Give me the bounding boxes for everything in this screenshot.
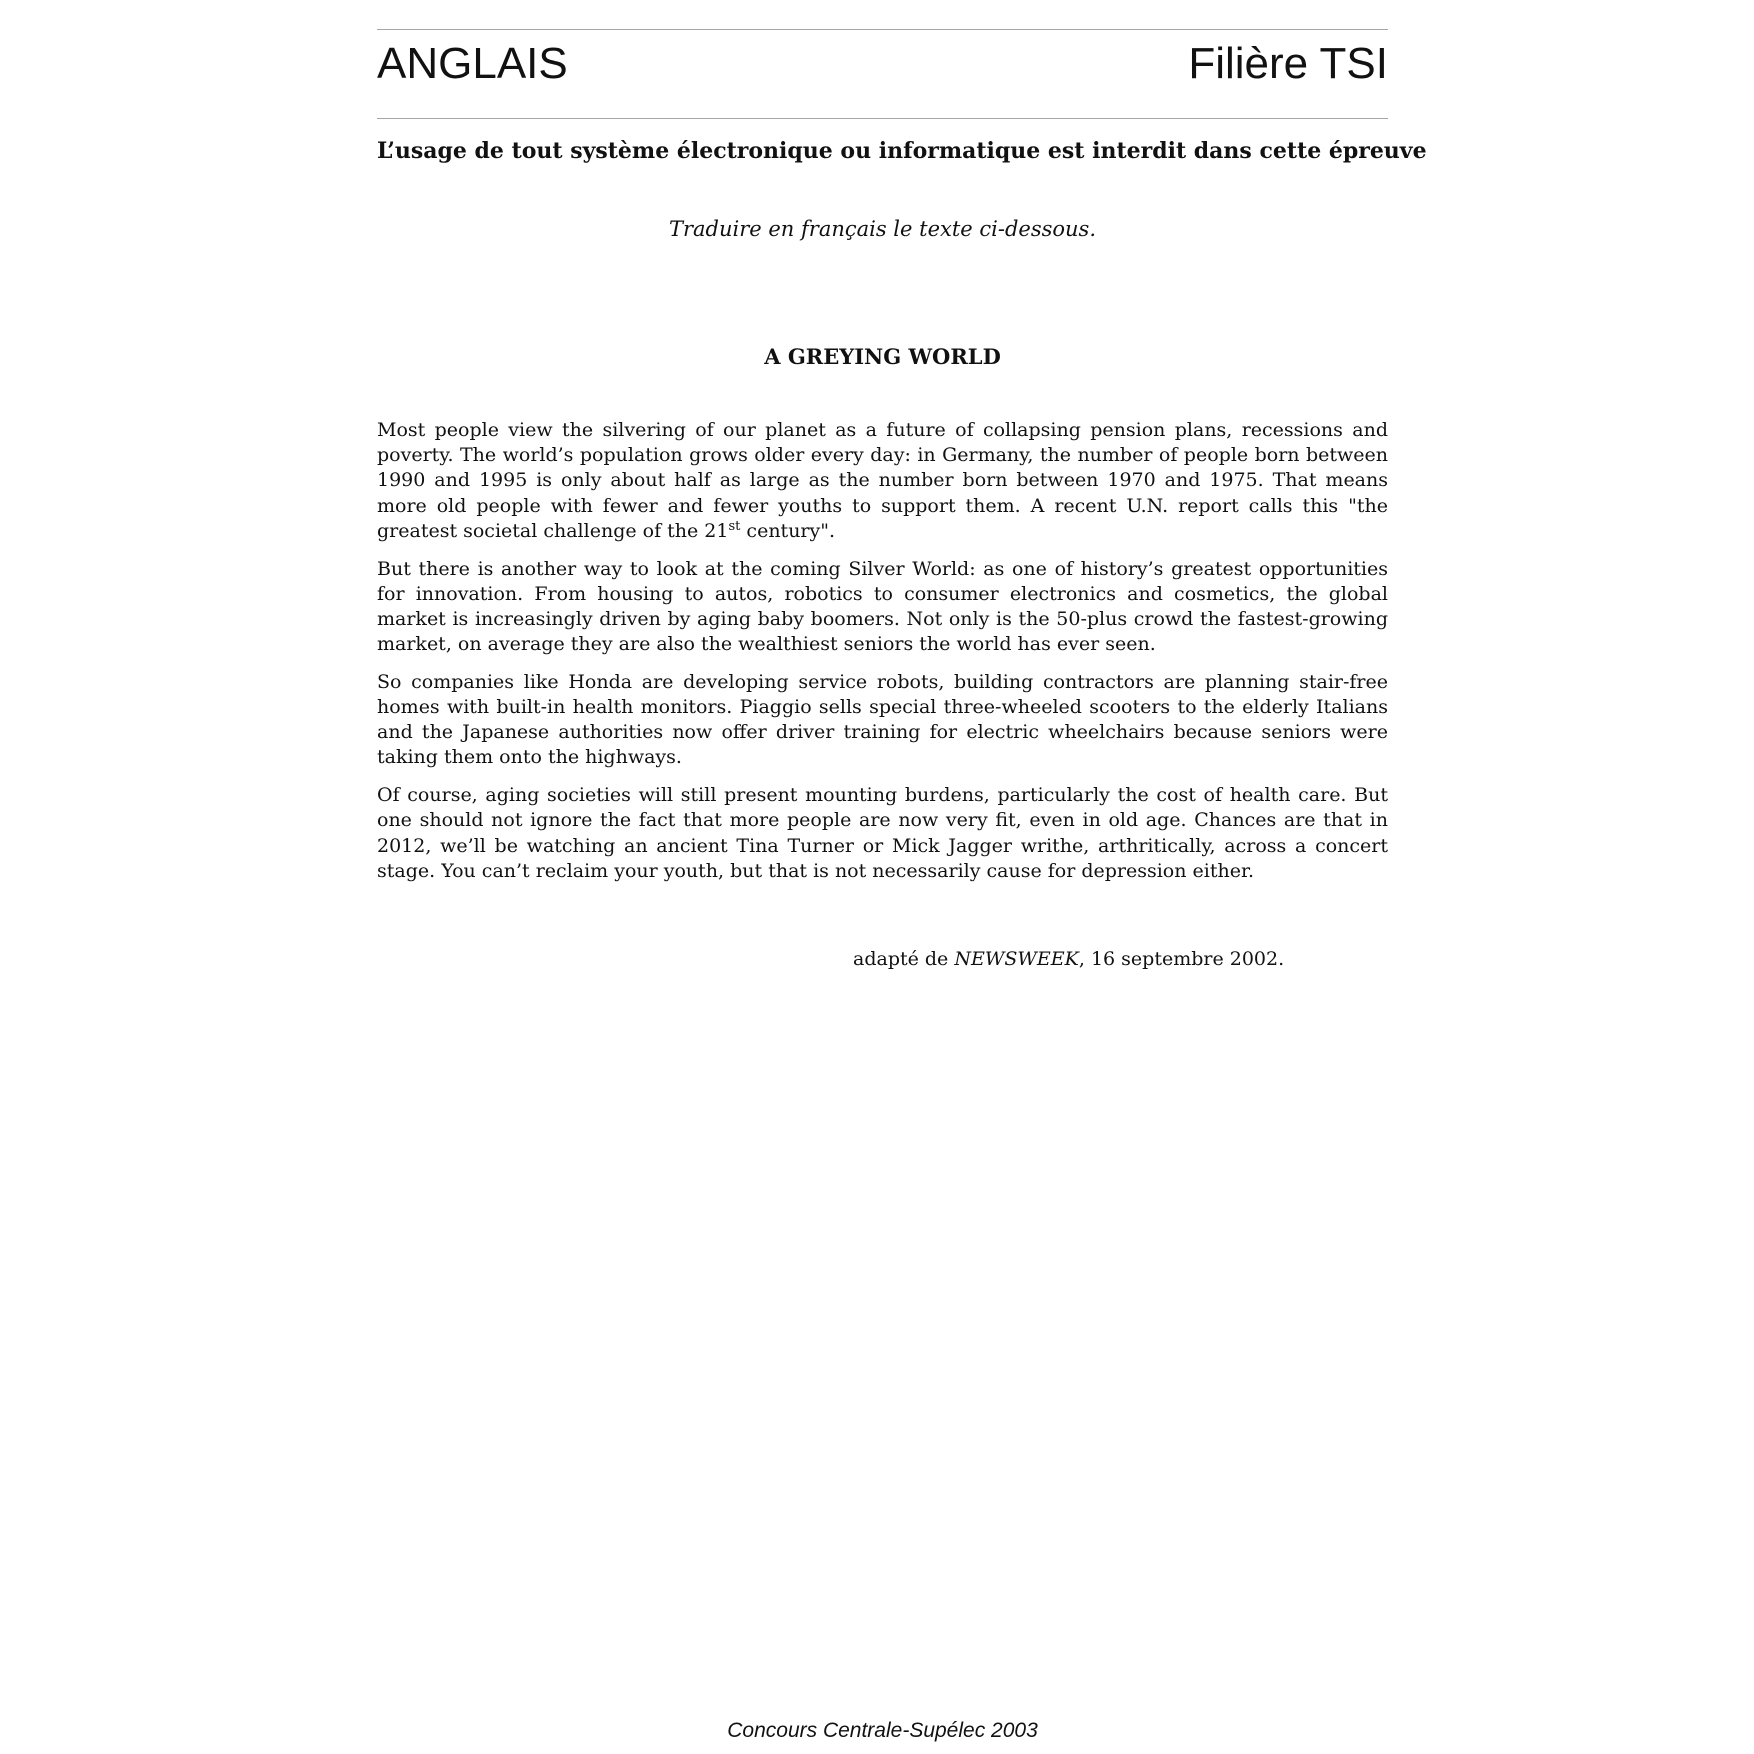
ordinal-superscript: st [728, 518, 741, 534]
source-publication: NEWSWEEK [954, 948, 1079, 970]
track-heading: Filière TSI [1188, 39, 1388, 88]
source-date: , 16 septembre 2002. [1078, 948, 1285, 970]
source-citation [853, 946, 1284, 972]
exam-notice: L’usage de tout système électronique ou informatique est interdit dans cette épreuve [377, 138, 1427, 164]
page-footer: Concours Centrale-Supélec 2003 [727, 1719, 1038, 1742]
header-top-rule [377, 29, 1388, 30]
paragraph-2: But there is another way to look at the coming Silver World: as one of history’s greatest opportunities for innovation. From housing to autos, robotics to consumer electronics and cosmetics, the global market is increasingly driven by aging baby boomers. Not only is the 50-plus crowd the fastest-growing market, on average they are also the wealthiest seniors the world has ever seen. [377, 557, 1388, 656]
source-prefix: adapté de [853, 948, 955, 970]
header-bottom-rule [377, 118, 1388, 119]
paragraph-1-end: century". [740, 519, 836, 542]
paragraph-1 [377, 418, 1388, 544]
subject-heading: ANGLAIS [377, 39, 568, 88]
article-body [377, 418, 1388, 896]
paragraph-4: Of course, aging societies will still present mounting burdens, particularly the cost of health care. But one should not ignore the fact that more people are now very fit, even in old age. Chances are that in 2012, we’ll be watching an ancient Tina Turner or Mick Jagger writhe, arthritically, across a concert stage. You can’t reclaim your youth, but that is not necessarily cause for depression either. [377, 784, 1388, 882]
translation-instruction: Traduire en français le texte ci-dessous. [668, 217, 1096, 241]
article-title: A GREYING WORLD [764, 344, 1001, 369]
paragraph-1-text: Most people view the silvering of our planet as a future of collapsing pension plans, recessions and poverty. The world’s population grows older every day: in Germany, the number of people born between 1990 and 1995 is only about half as large as the number born between 1970 and 1975. That means more old people with fewer and fewer youths to support them. A recent U.N. report calls this "the greatest societal challenge of the 21 [377, 419, 1388, 542]
paragraph-3: So companies like Honda are developing service robots, building contractors are planning stair-free homes with built-in health monitors. Piaggio sells special three-wheeled scooters to the elderly Italians and the Japanese authorities now offer driver training for electric wheelchairs because seniors were taking them onto the highways. [377, 670, 1388, 769]
